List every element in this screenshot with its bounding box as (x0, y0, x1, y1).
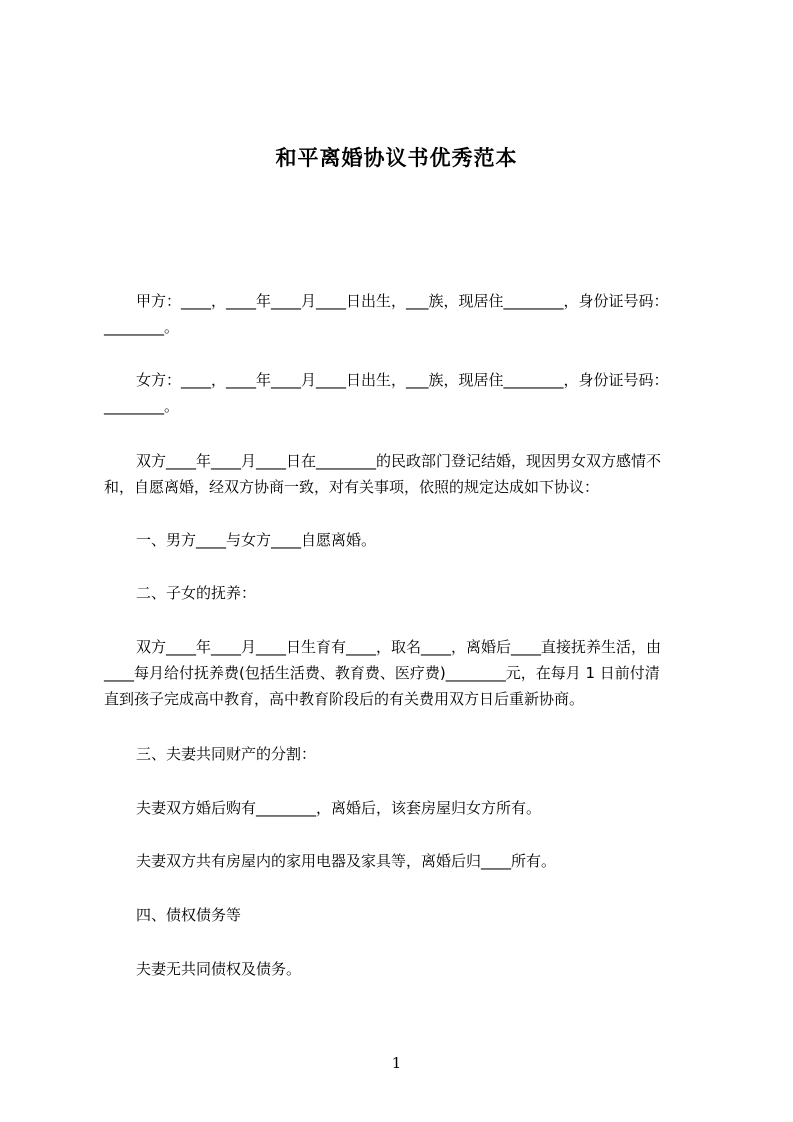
party-a-line-2: ________。 (104, 318, 180, 336)
party-b-line-1: 女方：____，____年____月____日出生，___族，现居住________，身份证号码： (136, 371, 669, 389)
intro-line-1: 双方____年____月____日在________的民政部门登记结婚，现因男女双方感情不 (136, 452, 662, 470)
section-2-line-1: 双方____年____月____日生育有____，取名____，离婚后____直接抚养生活，由 (136, 638, 662, 656)
section-2-heading (104, 580, 700, 606)
section-4-heading-text: 四、债权债务等 (136, 906, 242, 924)
section-4-body (104, 956, 700, 982)
party-a-paragraph (104, 288, 700, 340)
section-1 (104, 527, 700, 553)
section-1-text: 一、男方____与女方____自愿离婚。 (136, 531, 377, 549)
section-3-paragraph-1 (104, 795, 700, 821)
party-b-paragraph (104, 367, 700, 419)
section-3-p1-text: 夫妻双方婚后购有________，离婚后，该套房屋归女方所有。 (136, 799, 542, 817)
section-2-body (104, 634, 700, 712)
section-3-heading-text: 三、夫妻共同财产的分割： (136, 745, 317, 763)
section-2-line-3: 直到孩子完成高中教育，高中教育阶段后的有关费用双方日后重新协商。 (104, 690, 585, 708)
page-number: 1 (391, 1054, 402, 1072)
party-b-line-2: ________。 (104, 397, 180, 415)
section-4-heading (104, 902, 700, 928)
section-3-p2-text: 夫妻双方共有房屋内的家用电器及家具等，离婚后归____所有。 (136, 852, 557, 870)
section-3-paragraph-2 (104, 848, 700, 874)
section-4-body-text: 夫妻无共同债权及债务。 (136, 960, 302, 978)
intro-line-2: 和，自愿离婚，经双方协商一致，对有关事项，依照的规定达成如下协议： (104, 478, 600, 496)
section-3-heading (104, 741, 700, 767)
section-2-heading-text: 二、子女的抚养： (136, 584, 257, 602)
party-a-line-1: 甲方：____，____年____月____日出生，___族，现居住________，身份证号码： (136, 292, 669, 310)
section-2-line-2: ____每月给付抚养费(包括生活费、教育费、医疗费)________元，在每月 1 日前付清 (104, 664, 660, 682)
document-title: 和平离婚协议书优秀范本 (275, 146, 518, 170)
intro-paragraph (104, 448, 700, 500)
